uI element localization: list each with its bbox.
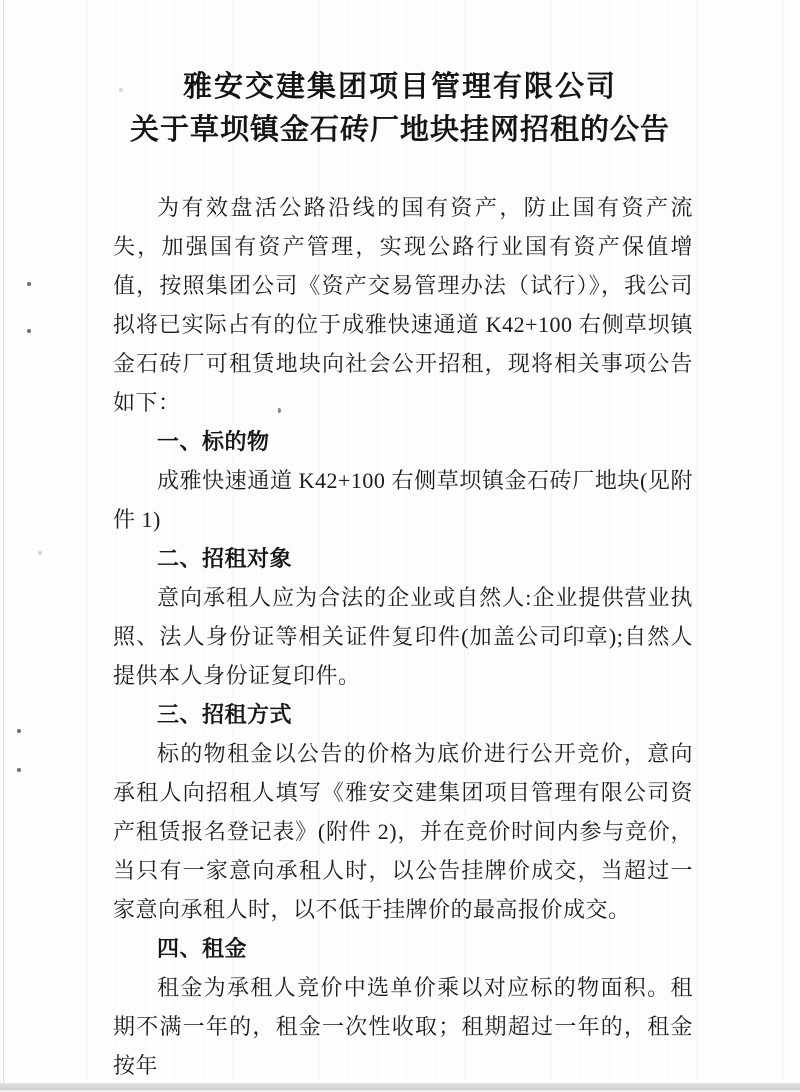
scan-speck <box>17 729 21 733</box>
document-body <box>113 188 693 1085</box>
scan-speck <box>17 768 21 772</box>
document-title-line1: 雅安交建集团项目管理有限公司 <box>182 71 617 103</box>
scan-speck <box>119 88 123 92</box>
section-heading-2: 二、招租对象 <box>157 546 293 571</box>
scan-edge-line <box>3 0 4 1092</box>
intro-paragraph: 为有效盘活公路沿线的国有资产，防止国有资产流失，加强国有资产管理，实现公路行业国有资产保值增值，按照集团公司《资产交易管理办法（试行）》，我公司拟将已实际占有的位于成雅快速通道 K42+100 右侧草坝镇金石砖厂可租赁地块向社会公开招租，现将相关事项公告如下： <box>113 195 693 415</box>
scan-speck <box>27 282 31 286</box>
document-title-line2: 关于草坝镇金石砖厂地块挂网招租的公告 <box>129 114 670 146</box>
page-bottom-edge <box>0 1083 800 1090</box>
document-title-block <box>0 66 800 152</box>
section-body-2: 意向承租人应为合法的企业或自然人:企业提供营业执照、法人身份证等相关证件复印件(加盖公司印章);自然人提供本人身份证复印件。 <box>113 585 693 688</box>
section-heading-1: 一、标的物 <box>157 429 270 454</box>
section-body-1: 成雅快速通道 K42+100 右侧草坝镇金石砖厂地块(见附件 1) <box>113 468 693 532</box>
section-body-4: 租金为承租人竞价中选单价乘以对应标的物面积。租期不满一年的，租金一次性收取；租期超过一年的，租金按年 <box>113 975 693 1078</box>
scan-speck <box>38 551 42 555</box>
section-heading-3: 三、招租方式 <box>157 702 293 727</box>
scan-speck <box>27 329 31 333</box>
scan-speck <box>278 408 281 413</box>
section-body-3: 标的物租金以公告的价格为底价进行公开竞价，意向承租人向招租人填写《雅安交建集团项目管理有限公司资产租赁报名登记表》(附件 2)，并在竞价时间内参与竞价，当只有一家意向承租人时，以公告挂牌价成交，当超过一家意向承租人时，以不低于挂牌价的最高报价成交。 <box>113 741 693 922</box>
section-heading-4: 四、租金 <box>157 936 248 961</box>
